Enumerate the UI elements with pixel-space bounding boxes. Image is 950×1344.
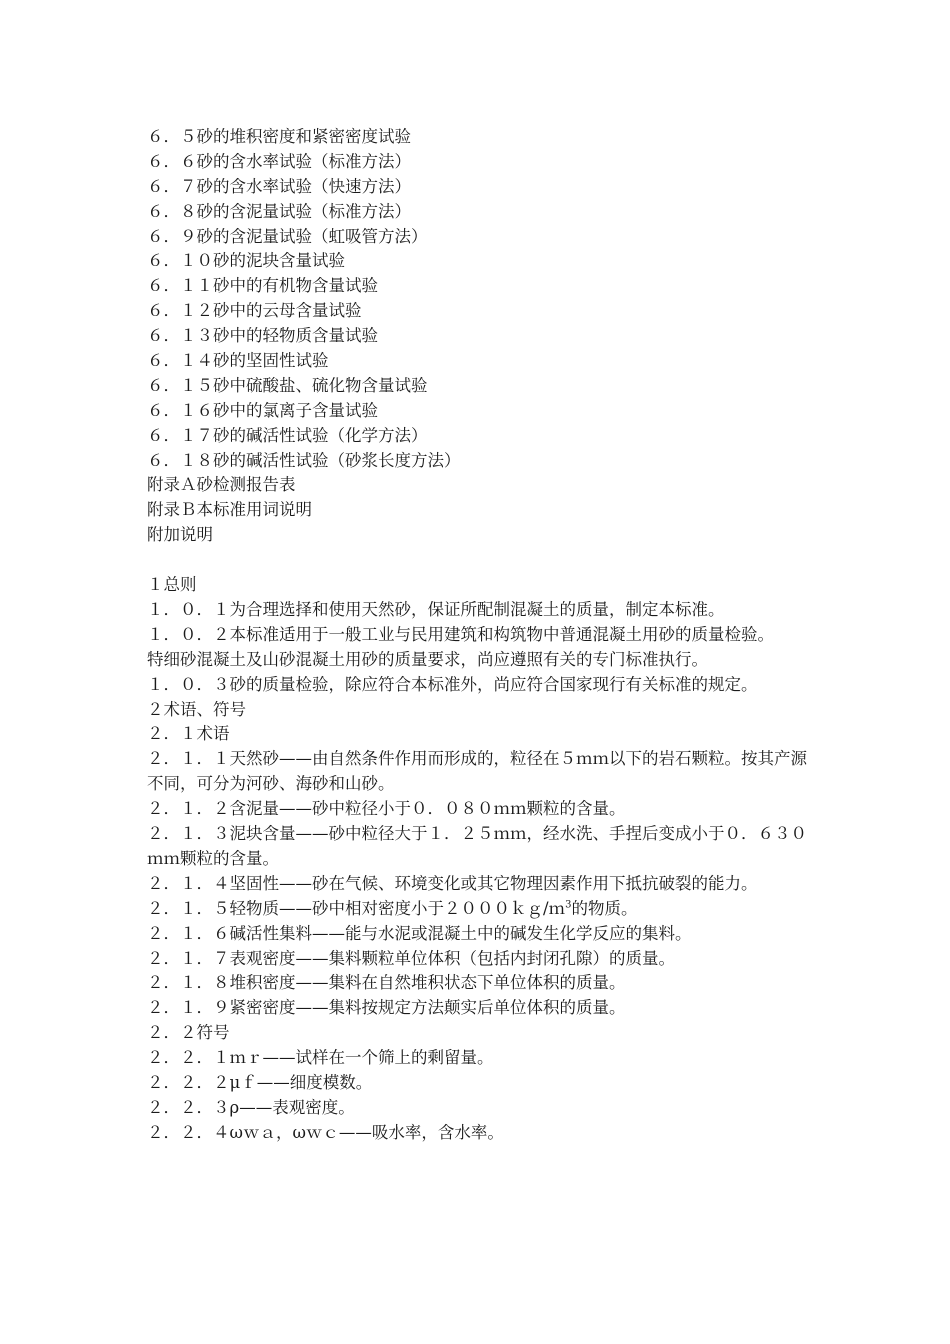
toc-item: ６．１８砂的碱活性试验（砂浆长度方法） <box>147 450 461 470</box>
table-of-contents <box>147 125 812 548</box>
toc-item: ６．５砂的堆积密度和紧密密度试验 <box>147 127 411 146</box>
toc-item: ６．１０砂的泥块含量试验 <box>147 251 345 271</box>
toc-item: ６．１３砂中的轻物质含量试验 <box>147 326 378 346</box>
clause-2-2-3: ２．２．３ρ——表观密度。 <box>147 1097 355 1117</box>
clause-2-2-2: ２．２．２μｆ——细度模数。 <box>147 1072 373 1092</box>
toc-item: ６．６砂的含水率试验（标准方法） <box>147 151 411 171</box>
clause-2-1-8: ２．１．８堆积密度——集料在自然堆积状态下单位体积的质量。 <box>147 973 626 993</box>
toc-item: ６．８砂的含泥量试验（标准方法） <box>147 201 411 221</box>
toc-item: ６．１７砂的碱活性试验（化学方法） <box>147 425 428 445</box>
clause-2-1-3: ２．１．３泥块含量——砂中粒径大于１．２５ｍｍ，经水洗、手捏后变成小于０．６３０ｍｍ颗粒的含量。 <box>147 824 807 868</box>
clause-2-1-2: ２．１．２含泥量——砂中粒径小于０．０８０ｍｍ颗粒的含量。 <box>147 799 626 819</box>
section-terms-symbols <box>147 698 812 1146</box>
subsection-heading: ２．２符号 <box>147 1023 230 1043</box>
clause-1-0-3: １．０．３砂的质量检验，除应符合本标准外，尚应符合国家现行有关标准的规定。 <box>147 674 758 694</box>
clause-1-0-2: １．０．２本标准适用于一般工业与民用建筑和构筑物中普通混凝土用砂的质量检验。 <box>147 624 774 644</box>
clause-2-2-1: ２．２．１ｍｒ——试样在一个筛上的剩留量。 <box>147 1048 494 1068</box>
section-heading: １总则 <box>147 575 197 595</box>
clause-1-0-2-note: 特细砂混凝土及山砂混凝土用砂的质量要求，尚应遵照有关的专门标准执行。 <box>147 649 708 669</box>
clause-2-1-6: ２．１．６碱活性集料——能与水泥或混凝土中的碱发生化学反应的集料。 <box>147 923 692 943</box>
clause-2-2-4: ２．２．４ωｗａ，ωｗｃ——吸水率，含水率。 <box>147 1122 504 1142</box>
clause-1-0-1: １．０．１为合理选择和使用天然砂，保证所配制混凝土的质量，制定本标准。 <box>147 599 725 619</box>
toc-item: ６．７砂的含水率试验（快速方法） <box>147 176 411 196</box>
clause-2-1-9: ２．１．９紧密密度——集料按规定方法颠实后单位体积的质量。 <box>147 998 626 1018</box>
clause-2-1-5 <box>147 897 812 922</box>
spacer <box>147 548 812 573</box>
toc-item: ６．１６砂中的氯离子含量试验 <box>147 400 378 420</box>
clause-2-1-5-text: ２．１．５轻物质——砂中相对密度小于２０００ｋｇ/ｍ <box>147 898 566 918</box>
toc-item: 附加说明 <box>147 525 213 545</box>
section-heading: ２术语、符号 <box>147 699 246 719</box>
toc-item: ６．１５砂中硫酸盐、硫化物含量试验 <box>147 375 428 395</box>
toc-item: 附录Ａ砂检测报告表 <box>147 475 296 495</box>
clause-2-1-4: ２．１．４坚固性——砂在气候、环境变化或其它物理因素作用下抵抗破裂的能力。 <box>147 873 758 893</box>
toc-item: 附录Ｂ本标准用词说明 <box>147 500 312 520</box>
toc-item: ６．９砂的含泥量试验（虹吸管方法） <box>147 226 428 246</box>
superscript-exponent: 3 <box>565 899 572 911</box>
toc-item: ６．１１砂中的有机物含量试验 <box>147 276 378 296</box>
toc-item: ６．１４砂的坚固性试验 <box>147 351 329 371</box>
subsection-heading: ２．１术语 <box>147 724 230 744</box>
clause-2-1-1: ２．１．１天然砂——由自然条件作用而形成的，粒径在５ｍｍ以下的岩石颗粒。按其产源不同，可分为河砂、海砂和山砂。 <box>147 749 807 794</box>
section-general <box>147 573 812 697</box>
clause-2-1-5-text-end: 的物质。 <box>571 898 638 918</box>
toc-item: ６．１２砂中的云母含量试验 <box>147 301 362 321</box>
document-content <box>147 125 812 1146</box>
clause-2-1-7: ２．１．７表观密度——集料颗粒单位体积（包括内封闭孔隙）的质量。 <box>147 948 675 968</box>
